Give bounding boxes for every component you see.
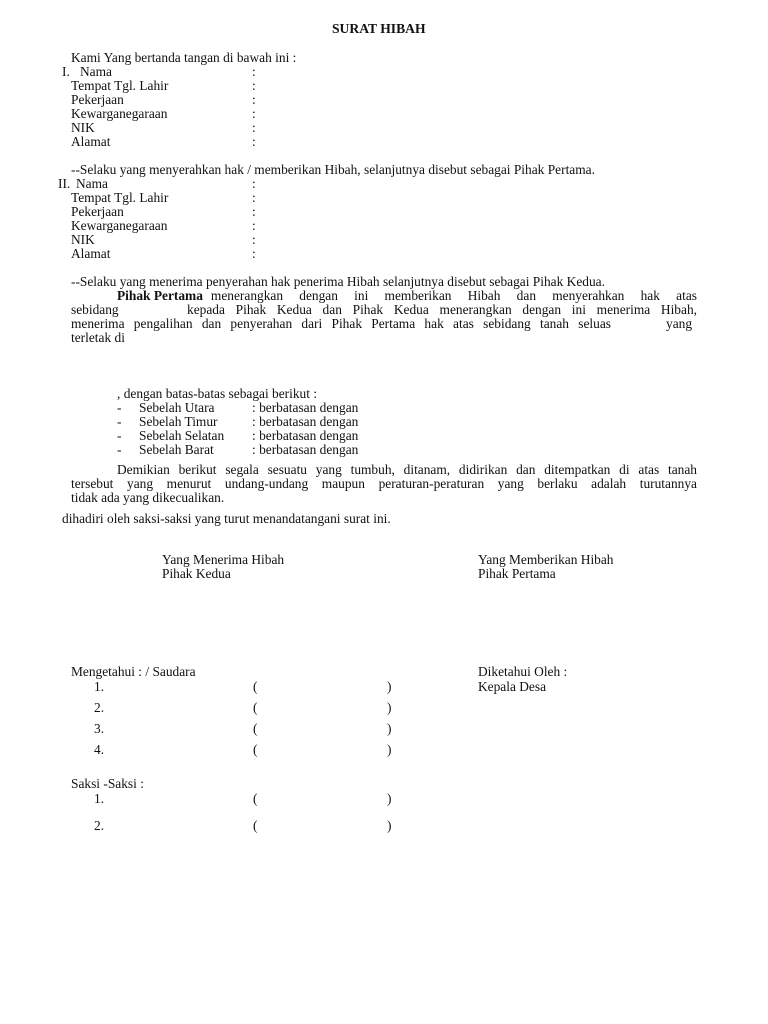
signature-open-paren: ( <box>253 818 258 833</box>
party2-field-colon: : <box>252 190 256 205</box>
acknowledged-number: 3. <box>94 721 105 736</box>
declaration-line-1 <box>117 289 697 303</box>
party1-field-label: Nama <box>80 64 112 79</box>
party1-marker: I. <box>62 64 70 79</box>
party1-field-colon: : <box>252 64 256 79</box>
signature-close-paren: ) <box>387 679 392 694</box>
party1-field-label: Tempat Tgl. Lahir <box>71 78 169 93</box>
boundary-side: Sebelah Barat <box>139 442 214 457</box>
giver-title: Yang Memberikan Hibah <box>478 552 614 567</box>
giver-party: Pihak Pertama <box>478 566 556 581</box>
witnesses-label: Saksi -Saksi : <box>71 776 144 791</box>
boundary-dash: - <box>117 400 122 415</box>
known-by-label: Diketahui Oleh : <box>478 664 568 679</box>
signature-open-paren: ( <box>253 679 258 694</box>
boundary-text: : berbatasan dengan <box>252 400 359 415</box>
declaration-line-2-start: sebidang <box>71 302 119 317</box>
acknowledged-label: Mengetahui : / Saudara <box>71 664 196 679</box>
signature-close-paren: ) <box>387 791 392 806</box>
closing-line-2: tersebut yang menurut undang-undang maupun peraturan-peraturan yang berlaku adalah turutannya <box>71 476 697 491</box>
party1-field-colon: : <box>252 78 256 93</box>
boundary-text: : berbatasan dengan <box>252 414 359 429</box>
boundary-text: : berbatasan dengan <box>252 428 359 443</box>
party2-statement: --Selaku yang menerima penyerahan hak penerima Hibah selanjutnya disebut sebagai Pihak Kedua. <box>71 274 605 289</box>
witness-note: dihadiri oleh saksi-saksi yang turut menandatangani surat ini. <box>62 511 391 526</box>
signature-open-paren: ( <box>253 791 258 806</box>
receiver-party: Pihak Kedua <box>162 566 231 581</box>
acknowledged-number: 2. <box>94 700 105 715</box>
boundary-side: Sebelah Selatan <box>139 428 225 443</box>
signature-open-paren: ( <box>253 700 258 715</box>
witness-number: 2. <box>94 818 105 833</box>
signature-close-paren: ) <box>387 742 392 757</box>
signature-open-paren: ( <box>253 742 258 757</box>
boundary-text: : berbatasan dengan <box>252 442 359 457</box>
closing-line-1: Demikian berikut segala sesuatu yang tumbuh, ditanam, didirikan dan ditempatkan di atas tanah <box>117 462 697 477</box>
boundaries-intro: , dengan batas-batas sebagai berikut : <box>117 386 318 401</box>
declaration-line-3-end: yang <box>666 316 693 331</box>
closing-line-3: tidak ada yang dikecualikan. <box>71 490 225 505</box>
document-title: SURAT HIBAH <box>332 21 426 36</box>
party2-field-label: NIK <box>71 232 95 247</box>
declaration-line-4: terletak di <box>71 330 125 345</box>
party2-field-label: Tempat Tgl. Lahir <box>71 190 169 205</box>
signature-close-paren: ) <box>387 818 392 833</box>
intro-text: Kami Yang bertanda tangan di bawah ini : <box>71 50 297 65</box>
party2-field-label: Pekerjaan <box>71 204 124 219</box>
acknowledged-number: 4. <box>94 742 105 757</box>
party1-field-label: Pekerjaan <box>71 92 124 107</box>
declaration-line-2-text: kepada Pihak Kedua dan Pihak Kedua menerangkan dengan ini menerima Hibah, <box>187 302 697 317</box>
party1-field-label: Kewarganegaraan <box>71 106 168 121</box>
boundary-side: Sebelah Timur <box>139 414 218 429</box>
party1-field-colon: : <box>252 106 256 121</box>
party1-field-label: Alamat <box>71 134 111 149</box>
party2-field-label: Alamat <box>71 246 111 261</box>
party1-field-colon: : <box>252 134 256 149</box>
party1-statement: --Selaku yang menyerahkan hak / memberikan Hibah, selanjutnya disebut sebagai Pihak Pertama. <box>71 162 595 177</box>
boundary-dash: - <box>117 414 122 429</box>
party2-field-colon: : <box>252 218 256 233</box>
party2-field-colon: : <box>252 176 256 191</box>
witness-number: 1. <box>94 791 105 806</box>
boundary-dash: - <box>117 428 122 443</box>
known-by-role: Kepala Desa <box>478 679 547 694</box>
party2-field-colon: : <box>252 232 256 247</box>
party2-field-colon: : <box>252 204 256 219</box>
boundary-dash: - <box>117 442 122 457</box>
boundary-side: Sebelah Utara <box>139 400 215 415</box>
receiver-title: Yang Menerima Hibah <box>162 552 285 567</box>
signature-close-paren: ) <box>387 700 392 715</box>
party2-field-label: Kewarganegaraan <box>71 218 168 233</box>
signature-open-paren: ( <box>253 721 258 736</box>
declaration-line-1-text: menerangkan dengan ini memberikan Hibah dan menyerahkan hak atas <box>210 288 697 303</box>
declaration-line-3-text: menerima pengalihan dan penyerahan dari Pihak Pertama hak atas sebidang tanah seluas <box>71 316 611 331</box>
party2-field-colon: : <box>252 246 256 261</box>
party2-field-label: Nama <box>76 176 108 191</box>
party1-field-colon: : <box>252 92 256 107</box>
party1-field-colon: : <box>252 120 256 135</box>
party2-marker: II. <box>58 176 71 191</box>
party1-field-label: NIK <box>71 120 95 135</box>
declaration-bold-lead: Pihak Pertama <box>117 288 203 303</box>
signature-close-paren: ) <box>387 721 392 736</box>
acknowledged-number: 1. <box>94 679 105 694</box>
